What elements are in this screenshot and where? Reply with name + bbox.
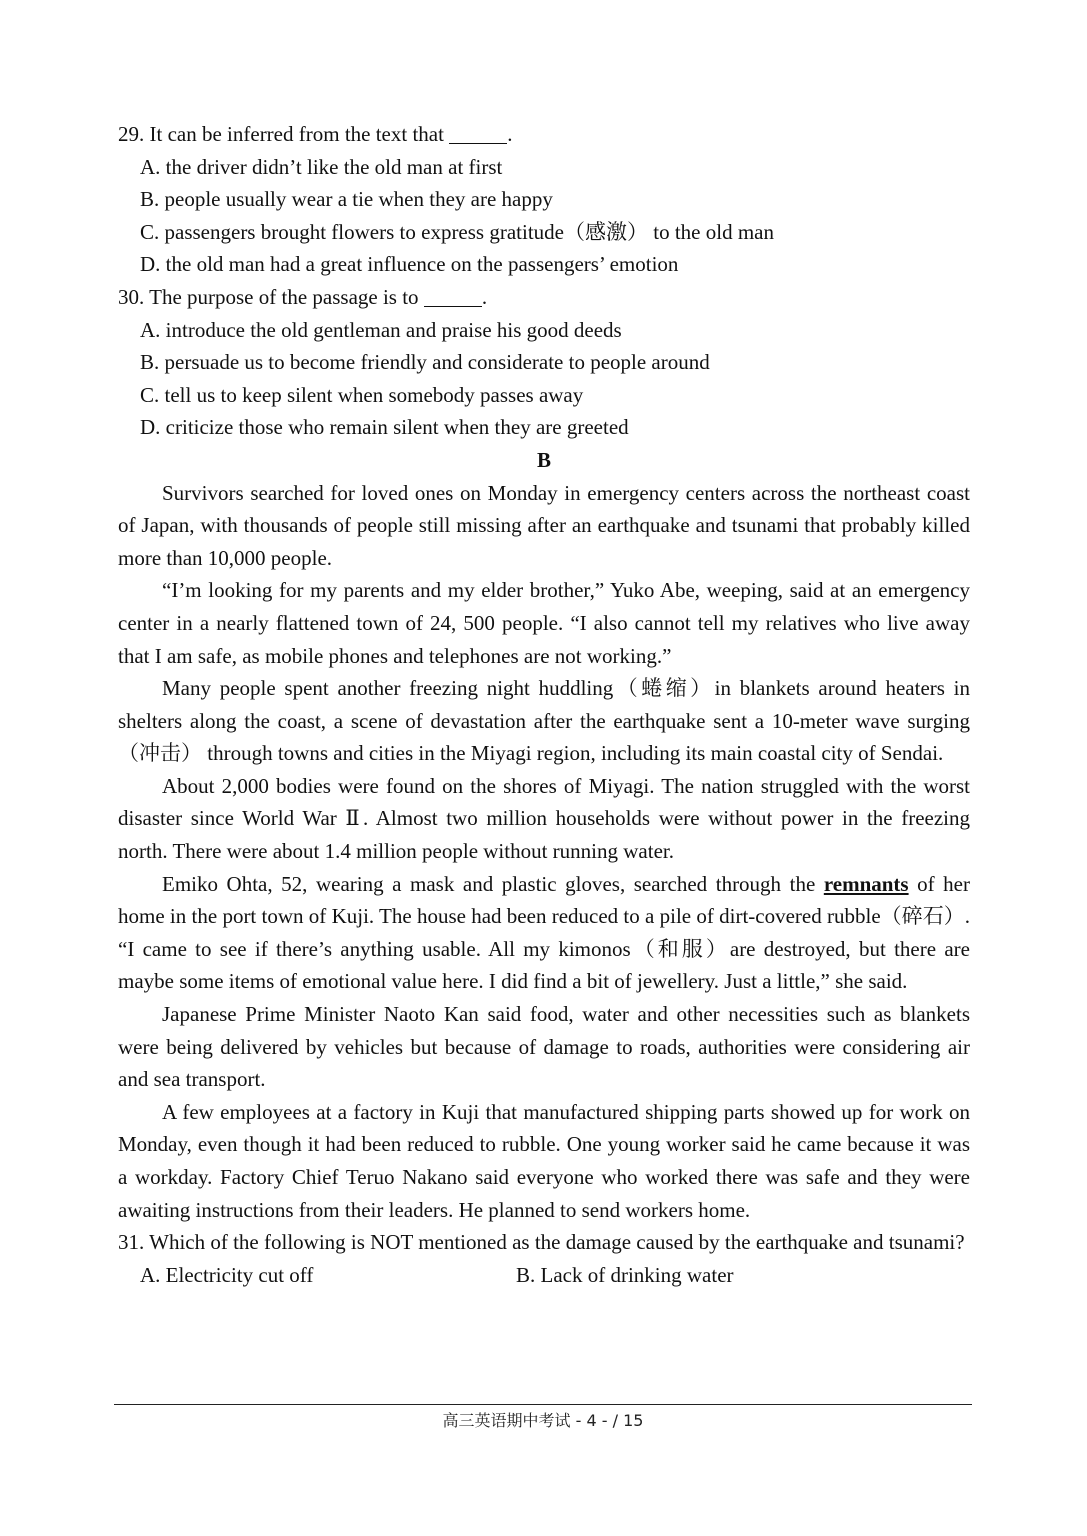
question-30-stem: [118, 281, 970, 314]
question-31-option-b: B. Lack of drinking water: [516, 1262, 734, 1287]
paragraph-5-before: Emiko Ohta, 52, wearing a mask and plastic gloves, searched through the: [162, 871, 816, 896]
question-31-options: [140, 1259, 970, 1292]
question-30-stem-text: 30. The purpose of the passage is to: [118, 284, 419, 309]
question-31-option-a: A. Electricity cut off: [140, 1262, 314, 1287]
question-30-option-c: C. tell us to keep silent when somebody passes away: [140, 382, 584, 407]
question-29-option-d: D. the old man had a great influence on the passengers’ emotion: [140, 252, 679, 277]
passage-paragraph-6: Japanese Prime Minister Naoto Kan said food, water and other necessities such as blankets were being delivered by vehicles but because of damage to roads, authorities were considering air and sea transport.: [118, 1002, 970, 1092]
vocabulary-keyword: remnants: [823, 871, 909, 896]
passage-paragraph-4: About 2,000 bodies were found on the shores of Miyagi. The nation struggled with the worst disaster since World War Ⅱ. Almost two million households were without power in the freezing north. There were about 1.4 million people without running water.: [118, 773, 970, 864]
question-29-stem: [118, 118, 970, 151]
question-29-option-a: A. the driver didn’t like the old man at first: [140, 154, 503, 179]
question-30-option-b: B. persuade us to become friendly and considerate to people around: [140, 350, 710, 375]
question-30-period: .: [481, 284, 488, 309]
exam-page: [118, 118, 970, 1291]
section-title: B: [536, 447, 551, 472]
answer-blank: [449, 123, 507, 144]
question-29-option-c: C. passengers brought flowers to express gratitude（感激） to the old man: [140, 219, 774, 244]
answer-blank: [424, 286, 482, 307]
footer-divider: [114, 1404, 972, 1405]
passage-paragraph-5: [118, 868, 970, 998]
page-footer: 高三英语期中考试 - 4 - / 15: [442, 1411, 644, 1430]
question-29-option-b: B. people usually wear a tie when they are happy: [140, 187, 553, 212]
question-30-option-d: D. criticize those who remain silent when they are greeted: [140, 415, 629, 440]
passage-paragraph-1: Survivors searched for loved ones on Monday in emergency centers across the northeast coast of Japan, with thousands of people still missing after an earthquake and tsunami that probably killed more than 10,000 people.: [118, 480, 970, 570]
paragraph-5-after: of her home in the port town of Kuji. The house had been reduced to a pile of dirt-covered rubble（碎石）. “I came to see if there’s anything usable. All my kimonos（和服）are destroyed, but there are maybe some items of emotional value here. I did find a bit of jewellery. Just a little,” she said.: [118, 871, 970, 994]
question-29-period: .: [507, 122, 513, 146]
passage-paragraph-2: “I’m looking for my parents and my elder brother,” Yuko Abe, weeping, said at an emergency center in a nearly flattened town of 24, 500 people. “I also cannot tell my relatives who live away that I am safe, as mobile phones and telephones are not working.”: [118, 578, 970, 668]
question-31-stem: 31. Which of the following is NOT mentioned as the damage caused by the earthquake and tsunami?: [118, 1230, 965, 1255]
question-30-option-a: A. introduce the old gentleman and praise his good deeds: [140, 317, 622, 342]
question-29-stem-text: 29. It can be inferred from the text that: [118, 122, 444, 146]
passage-paragraph-3: Many people spent another freezing night huddling（蜷缩）in blankets around heaters in shelters along the coast, a scene of devastation after the earthquake sent a 10-meter wave surging（冲击） through towns and cities in the Miyagi region, including its main coastal city of Sendai.: [118, 676, 970, 766]
passage-paragraph-7: A few employees at a factory in Kuji that manufactured shipping parts showed up for work on Monday, even though it had been reduced to rubble. One young worker said he came because it was a workday. Factory Chief Teruo Nakano said everyone who worked there was safe and they were awaiting instructions from their leaders. He planned to send workers home.: [118, 1099, 970, 1222]
